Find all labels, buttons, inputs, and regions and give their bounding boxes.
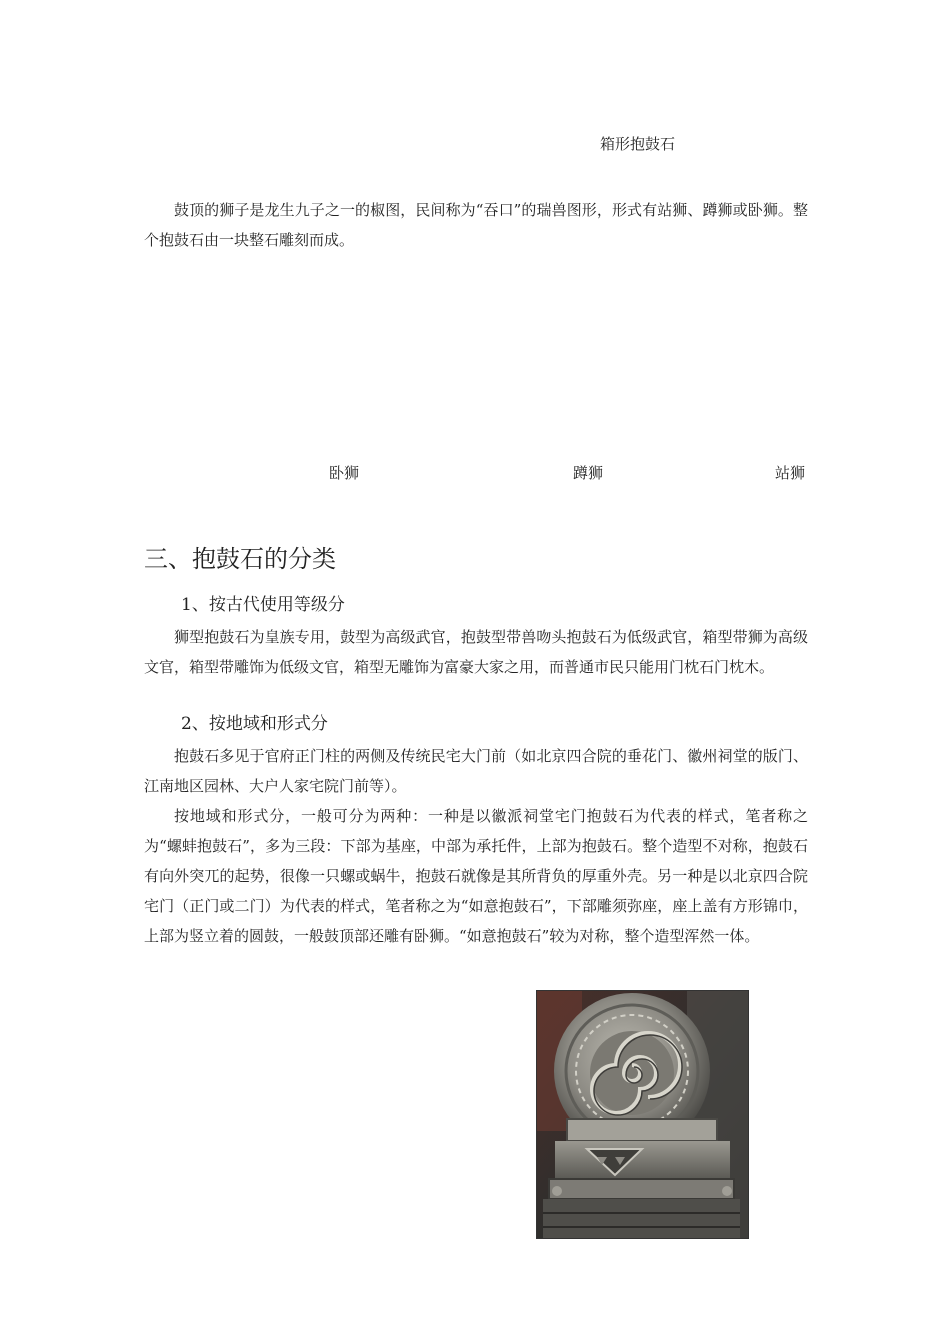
paragraph-by-rank: 狮型抱鼓石为皇族专用，鼓型为高级武官，抱鼓型带兽吻头抱鼓石为低级武官，箱型带狮为高级文官，箱型带雕饰为低级文官，箱型无雕饰为富豪大家之用，而普通市民只能用门枕石门枕木。 bbox=[144, 628, 808, 676]
caption-squatting-lion: 蹲狮 bbox=[573, 464, 604, 482]
paragraph-region-locations: 抱鼓石多见于官府正门柱的两侧及传统民宅大门前（如北京四合院的垂花门、徽州祠堂的版门、江南地区园林、大户人家宅院门前等）。 bbox=[144, 747, 808, 795]
caption-lying-lion: 卧狮 bbox=[329, 464, 360, 482]
paragraph-region-styles: 按地域和形式分，一般可分为两种：一种是以徽派祠堂宅门抱鼓石为代表的样式，笔者称之为“螺蚌抱鼓石”，多为三段：下部为基座，中部为承托件，上部为抱鼓石。整个造型不对称，抱鼓石有向外突兀的起势，很像一只螺或蜗牛，抱鼓石就像是其所背负的厚重外壳。另一种是以北京四合院宅门（正门或二门）为代表的样式，笔者称之为“如意抱鼓石”，下部雕须弥座，座上盖有方形锦巾，上部为竖立着的圆鼓，一般鼓顶部还雕有卧狮。“如意抱鼓石”较为对称，整个造型浑然一体。 bbox=[144, 807, 808, 945]
drum-stone-photo bbox=[536, 990, 749, 1239]
subheading-by-rank: 1、按古代使用等级分 bbox=[181, 595, 345, 615]
caption-box-drum-stone: 箱形抱鼓石 bbox=[600, 135, 676, 153]
caption-standing-lion: 站狮 bbox=[775, 464, 806, 482]
paragraph-lion-intro: 鼓顶的狮子是龙生九子之一的椒图，民间称为“吞口”的瑞兽图形，形式有站狮、蹲狮或卧狮。整个抱鼓石由一块整石雕刻而成。 bbox=[144, 201, 808, 249]
section-heading-classification: 三、抱鼓石的分类 bbox=[144, 545, 336, 573]
subheading-by-region: 2、按地域和形式分 bbox=[181, 714, 328, 734]
